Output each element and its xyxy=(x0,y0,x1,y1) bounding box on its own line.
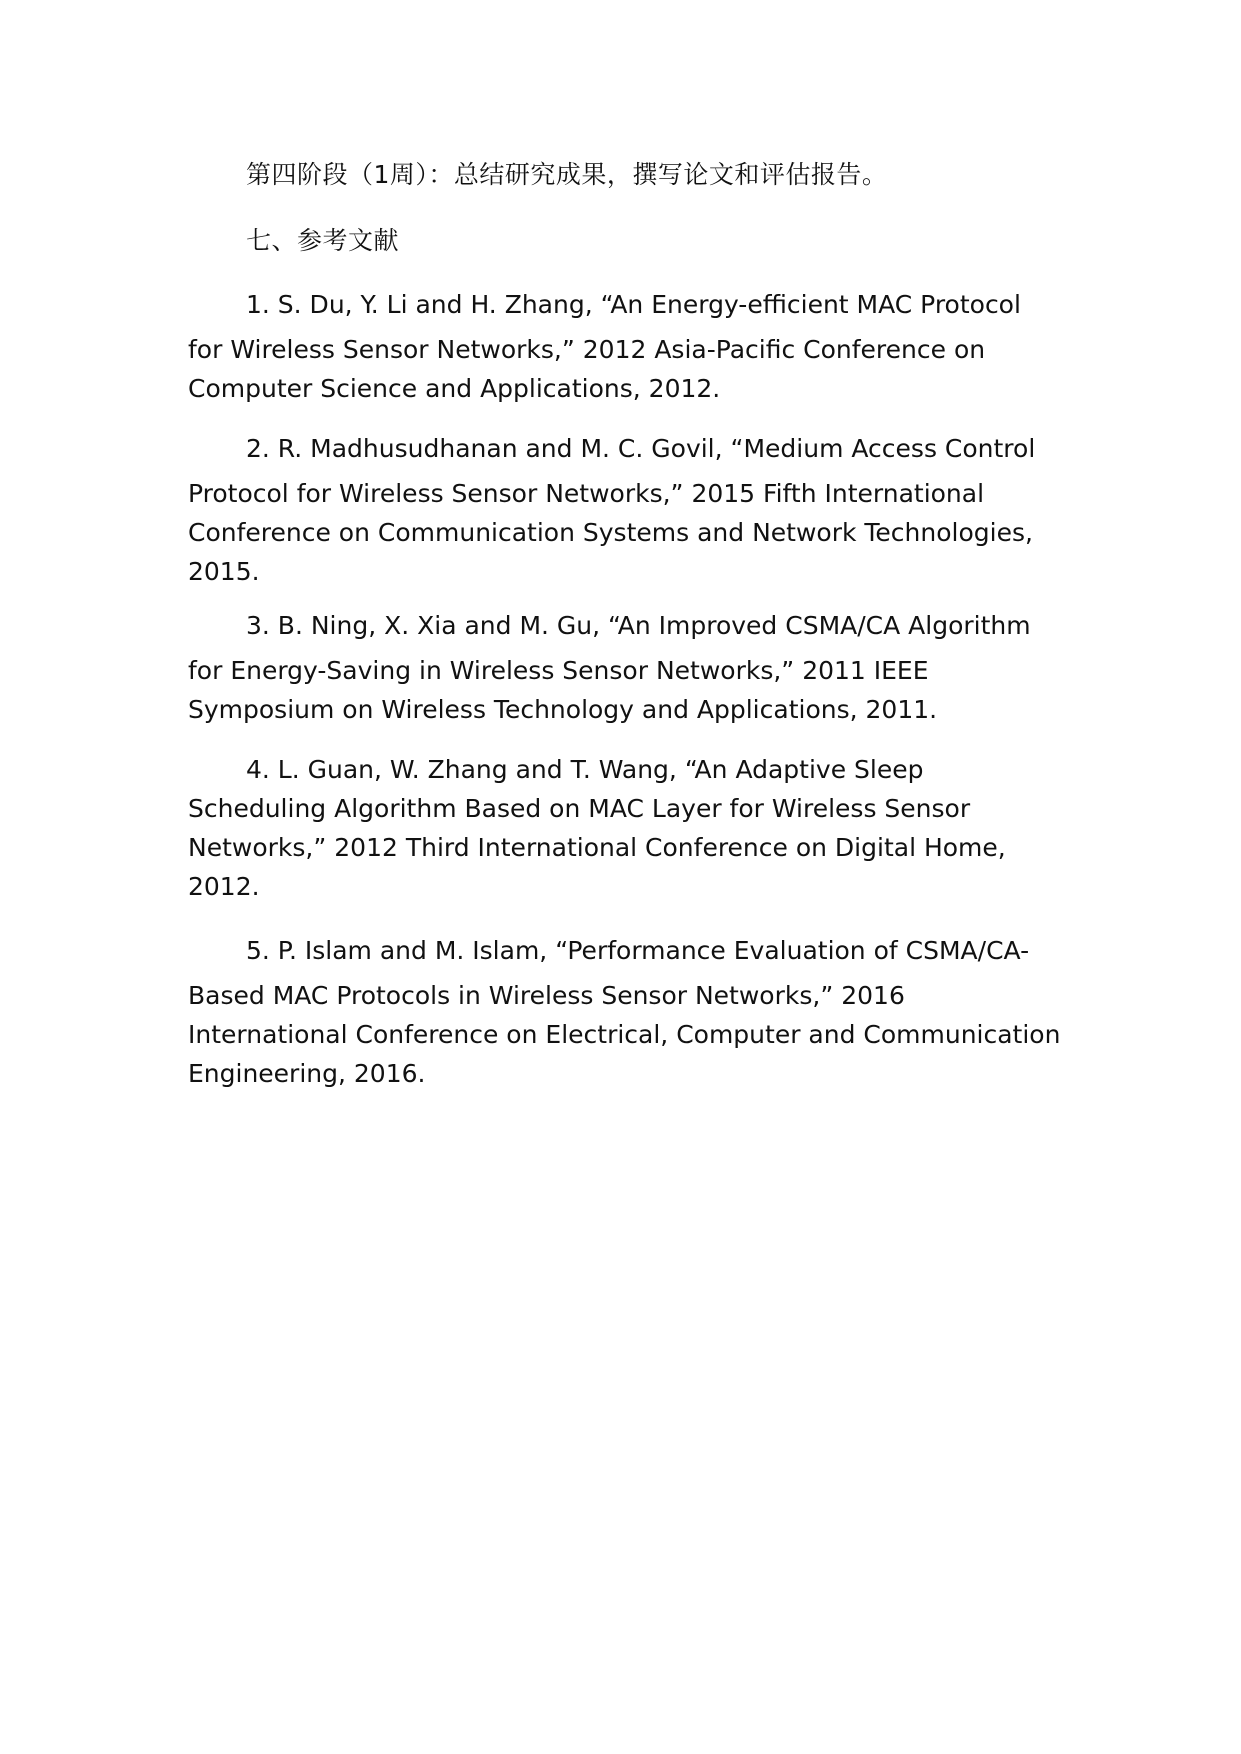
reference-item-5 xyxy=(188,926,1068,1093)
reference-1-continuation: for Wireless Sensor Networks,” 2012 Asia-Pacific Conference on Computer Science and Applications, 2012. xyxy=(188,335,986,403)
reference-4-first-line: 4. L. Guan, W. Zhang and T. Wang, “An Adaptive Sleep xyxy=(246,755,924,784)
reference-1-first-line: 1. S. Du, Y. Li and H. Zhang, “An Energy-efficient MAC Protocol xyxy=(246,290,1021,319)
reference-3-continuation: for Energy-Saving in Wireless Sensor Networks,” 2011 IEEE Symposium on Wireless Technology and Applications, 2011. xyxy=(188,656,938,724)
reference-5-first-line: 5. P. Islam and M. Islam, “Performance Evaluation of CSMA/CA- xyxy=(246,936,1030,965)
reference-item-4 xyxy=(188,750,1068,906)
references-heading: 七、参考文献 xyxy=(246,226,400,255)
reference-item-1 xyxy=(188,280,1068,408)
reference-2-continuation: Protocol for Wireless Sensor Networks,” 2015 Fifth International Conference on Communication Systems and Network Technologies, 2015. xyxy=(188,479,1033,586)
reference-4-continuation: Scheduling Algorithm Based on MAC Layer for Wireless Sensor Networks,” 2012 Third International Conference on Digital Home, 2012. xyxy=(188,794,1006,901)
reference-3-first-line: 3. B. Ning, X. Xia and M. Gu, “An Improved CSMA/CA Algorithm xyxy=(246,611,1031,640)
reference-5-continuation: Based MAC Protocols in Wireless Sensor Networks,” 2016 International Conference on Electrical, Computer and Communication Engineering, 2016. xyxy=(188,981,1061,1088)
reference-item-3 xyxy=(188,601,1068,729)
phase-four-line: 第四阶段（1周）：总结研究成果，撰写论文和评估报告。 xyxy=(246,160,888,189)
reference-item-2 xyxy=(188,424,1068,591)
reference-2-first-line: 2. R. Madhusudhanan and M. C. Govil, “Medium Access Control xyxy=(246,434,1036,463)
